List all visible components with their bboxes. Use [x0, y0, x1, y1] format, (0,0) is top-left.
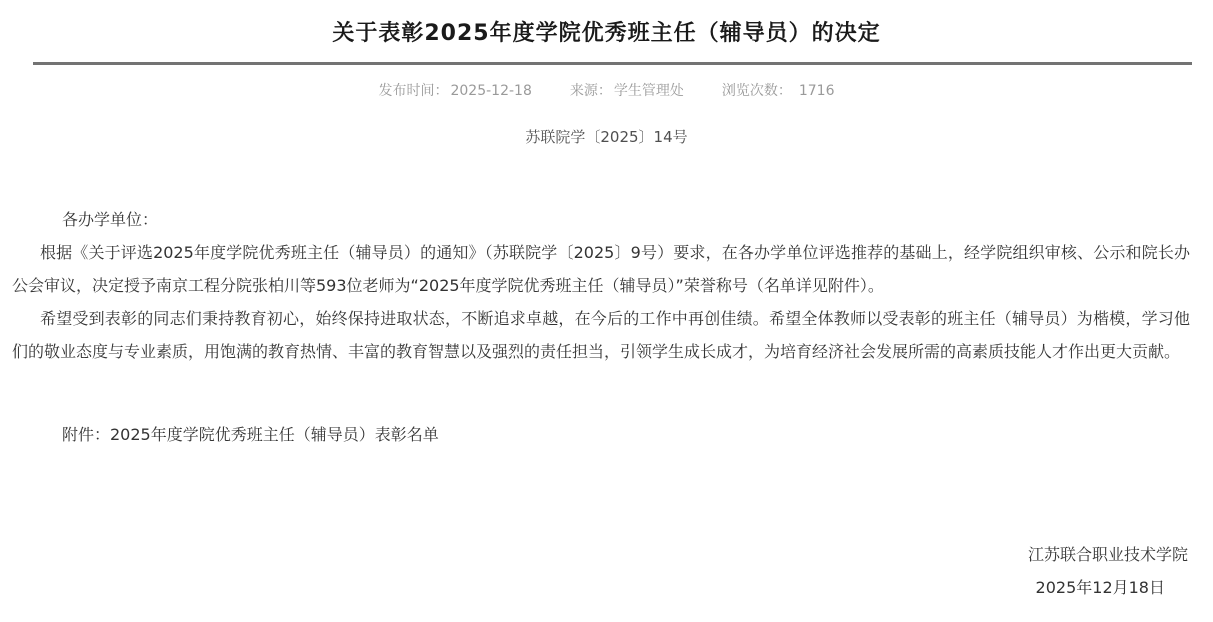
notice-body	[0, 203, 1213, 451]
paragraph-expectation: 希望受到表彰的同志们秉持教育初心，始终保持进取状态，不断追求卓越，在今后的工作中再创佳绩。希望全体教师以受表彰的班主任（辅导员）为楷模，学习他们的敬业态度与专业素质，用饱满的教育热情、丰富的教育智慧以及强烈的责任担当，引领学生成长成才，为培育经济社会发展所需的高素质技能人才作出更大贡献。	[12, 309, 1190, 361]
source-value: 学生管理处	[613, 83, 684, 99]
publish-time	[378, 81, 531, 101]
view-count-label: 浏览次数：	[721, 83, 792, 99]
publish-time-label: 发布时间：	[378, 83, 449, 99]
signature-block	[0, 538, 1213, 604]
paragraph-decision: 根据《关于评选2025年度学院优秀班主任（辅导员）的通知》（苏联院学〔2025〕9号）要求，在各办学单位评选推荐的基础上，经学院组织审核、公示和院长办公会审议，决定授予南京工程分院张柏川等593位老师为“2025年度学院优秀班主任（辅导员）”荣誉称号（名单详见附件）。	[12, 243, 1190, 295]
attachment-line: 附件：2025年度学院优秀班主任（辅导员）表彰名单	[62, 425, 439, 444]
publish-time-value: 2025-12-18	[450, 83, 532, 99]
title-divider	[33, 62, 1192, 65]
salutation: 各办学单位：	[62, 210, 159, 229]
source-label: 来源：	[569, 83, 612, 99]
meta-bar	[0, 81, 1213, 101]
doc-number: 苏联院学〔2025〕14号	[525, 128, 688, 146]
view-count	[722, 81, 835, 101]
source	[570, 81, 684, 101]
signature-date: 2025年12月18日	[1035, 578, 1165, 597]
view-count-value: 1716	[798, 83, 835, 99]
signature-org: 江苏联合职业技术学院	[1027, 545, 1188, 564]
page-title: 关于表彰2025年度学院优秀班主任（辅导员）的决定	[332, 21, 881, 46]
